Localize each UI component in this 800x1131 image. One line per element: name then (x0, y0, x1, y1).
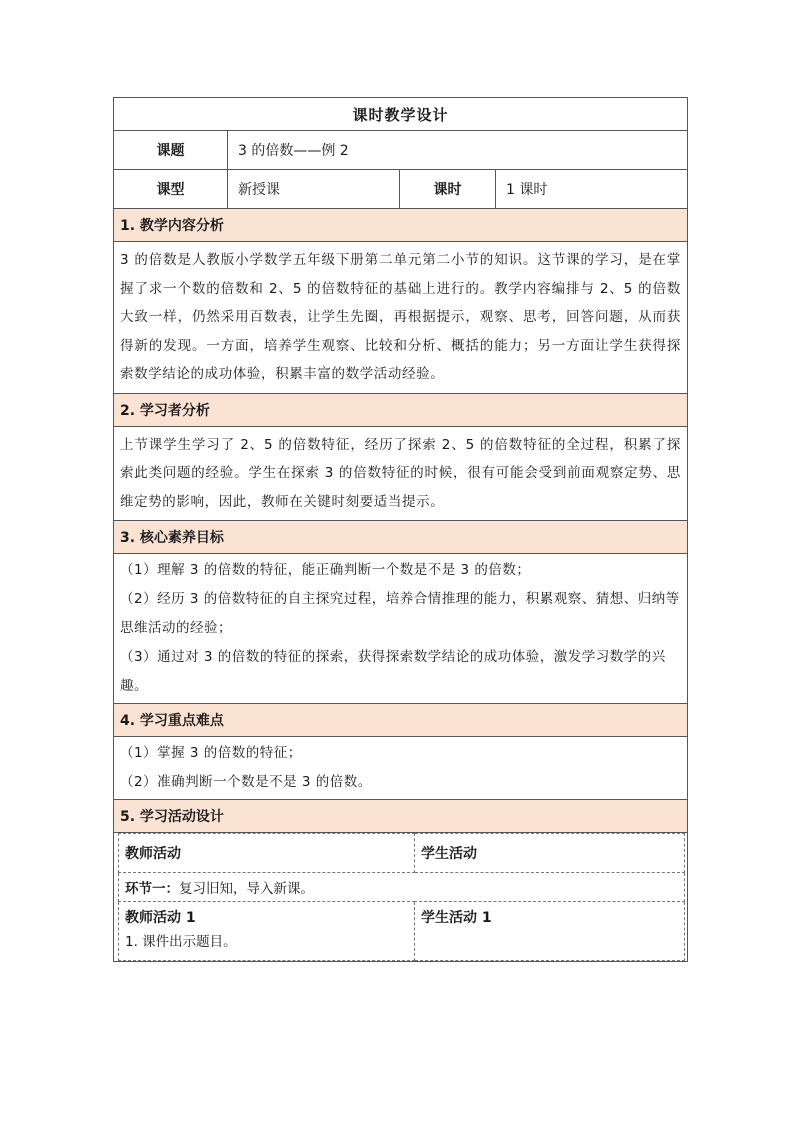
hours-label: 课时 (400, 170, 496, 209)
hours-value: 1 课时 (496, 170, 688, 209)
stage-row (119, 873, 685, 902)
teacher-activity-title: 教师活动 1 (125, 910, 196, 926)
topic-label: 课题 (114, 131, 228, 170)
activity-design-container (114, 833, 688, 962)
content-analysis-text: 3 的倍数是人教版小学数学五年级下册第二单元第二小节的知识。这节课的学习，是在掌握了求一个数的倍数和 2、5 的倍数特征的基础上进行的。教学内容编排与 2、5 的倍数大致一样，仍然采用百数表，让学生先圈，再根据提示，观察、思考，回答问题，从而获得新的发现。一方面，培养学生观察、比较和分析、概括的能力；另一方面让学生获得探索数学结论的成功体验，积累丰富的数学活动经验。 (114, 242, 688, 394)
section-heading-learner-analysis: 2. 学习者分析 (114, 393, 688, 426)
lesson-plan-table (113, 97, 688, 962)
topic-value: 3 的倍数——例 2 (228, 131, 688, 170)
list-item: （2）准确判断一个数是不是 3 的倍数。 (120, 774, 372, 790)
teacher-activity-line: 1. 课件出示题目。 (125, 934, 237, 950)
stage-text: 复习旧知，导入新课。 (179, 881, 314, 897)
type-label: 课型 (114, 170, 228, 209)
learner-analysis-text: 上节课学生学习了 2、5 的倍数特征，经历了探索 2、5 的倍数特征的全过程，积累了探索此类问题的经验。学生在探索 3 的倍数特征的时候，很有可能会受到前面观察定势、思维定势的影响，因此，教师在关键时刻要适当提示。 (114, 426, 688, 521)
section-heading-core-goals: 3. 核心素养目标 (114, 521, 688, 554)
section-heading-content-analysis: 1. 教学内容分析 (114, 209, 688, 242)
core-goals-list (114, 554, 688, 704)
list-item: （1）理解 3 的倍数的特征，能正确判断一个数是不是 3 的倍数； (120, 562, 531, 578)
key-points-list (114, 737, 688, 800)
student-activity-cell (415, 902, 685, 961)
activity-table (118, 833, 685, 961)
list-item: （3）通过对 3 的倍数的特征的探索，获得探索数学结论的成功体验，激发学习数学的兴趣。 (120, 649, 666, 694)
teacher-activity-header: 教师活动 (119, 834, 415, 873)
list-item: （1）掌握 3 的倍数的特征； (120, 745, 302, 761)
student-activity-title: 学生活动 1 (421, 910, 492, 926)
section-heading-key-points: 4. 学习重点难点 (114, 704, 688, 737)
teacher-activity-cell (119, 902, 415, 961)
table-title: 课时教学设计 (114, 98, 688, 131)
list-item: （2）经历 3 的倍数特征的自主探究过程，培养合情推理的能力，积累观察、猜想、归纳等思维活动的经验； (120, 591, 680, 636)
type-value: 新授课 (228, 170, 400, 209)
student-activity-header: 学生活动 (415, 834, 685, 873)
stage-label: 环节一： (125, 881, 179, 897)
section-heading-activity-design: 5. 学习活动设计 (114, 800, 688, 833)
